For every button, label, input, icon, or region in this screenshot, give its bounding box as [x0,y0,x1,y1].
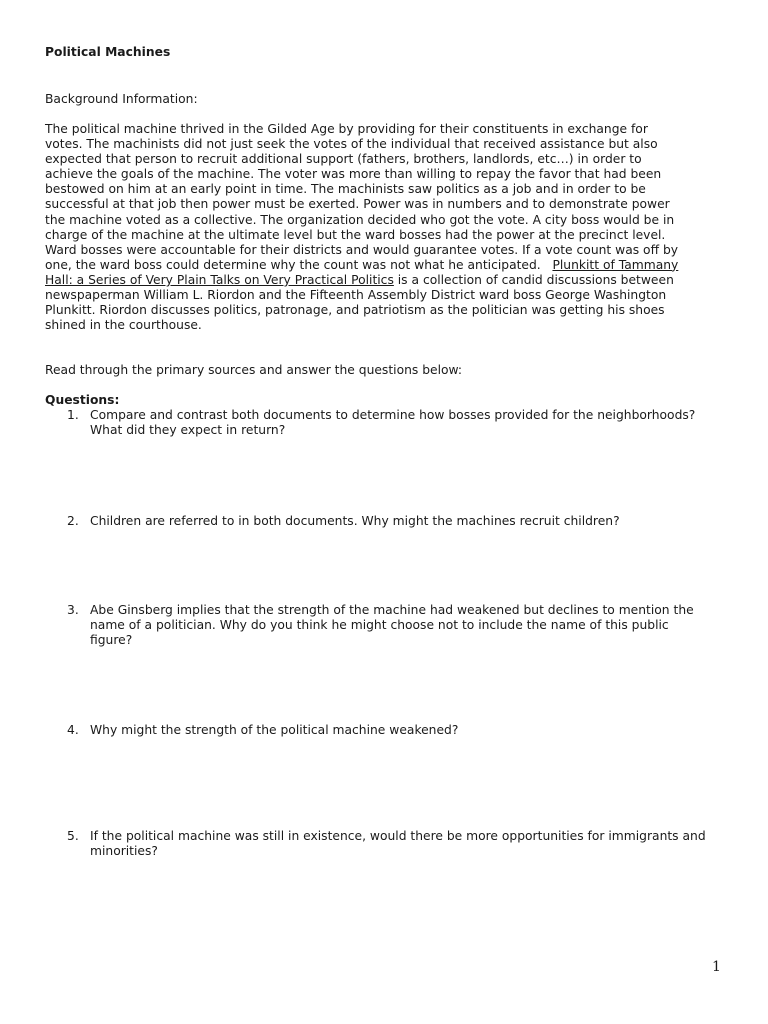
question-line: Children are referred to in both documents. Why might the machines recruit children? [90,514,620,528]
paragraph-line: successful at that job then power must be exerted. Power was in numbers and to demonstrate power [45,197,670,212]
paragraph-line: the machine voted as a collective. The organization decided who got the vote. A city boss would be in [45,212,675,227]
question-line: Abe Ginsberg implies that the strength of the machine had weakened but declines to mention the [90,603,694,617]
paragraph-line [45,273,730,288]
question-text [90,603,730,648]
question-number: 2. [67,514,79,528]
document-page [45,45,730,859]
book-title-link: Plunkitt of Tammany [552,257,679,272]
paragraph-line: Plunkitt. Riordon discusses politics, patronage, and patriotism as the politician was getting his shoes [45,303,665,318]
paragraph-line-text: one, the ward boss could determine why the count was not what he anticipated. [45,257,553,272]
paragraph-line [45,258,730,273]
paragraph-line: Ward bosses were accountable for their districts and would guarantee votes. If a vote count was off by [45,242,679,257]
background-label: Background Information: [45,92,198,106]
question-text [90,723,730,738]
question-number: 3. [67,603,79,617]
questions-heading: Questions: [45,393,120,407]
question-line: figure? [90,633,133,648]
paragraph-line: charge of the machine at the ultimate level but the ward bosses had the power at the precinct level. [45,227,666,242]
question-number: 5. [67,829,79,843]
question-text [90,829,730,859]
question-line: name of a politician. Why do you think he might choose not to include the name of this public [90,618,669,633]
paragraph-line: The political machine thrived in the Gilded Age by providing for their constituents in exchange for [45,122,648,136]
question-number: 4. [67,723,79,737]
question-text [90,408,730,438]
paragraph-line: newspaperman William L. Riordon and the Fifteenth Assembly District ward boss George Washington [45,288,667,303]
paragraph-line-text: is a collection of candid discussions between [393,272,674,287]
paragraph-line: votes. The machinists did not just seek the votes of the individual that received assistance but also [45,137,658,152]
question-line: minorities? [90,844,158,859]
page-number: 1 [712,959,721,975]
question-line: If the political machine was still in existence, would there be more opportunities for immigrants and [90,829,706,843]
book-title-link-continued: Hall: a Series of Very Plain Talks on Very Practical Politics [45,272,394,287]
question-number: 1. [67,408,79,422]
question-line: Compare and contrast both documents to determine how bosses provided for the neighborhoods? [90,408,696,422]
paragraph-line: expected that person to recruit additional support (fathers, brothers, landlords, etc…) in order to [45,152,642,167]
question-text [90,514,730,529]
question-line: What did they expect in return? [90,423,286,438]
background-paragraph [45,122,730,333]
paragraph-line: shined in the courthouse. [45,318,202,333]
paragraph-line: bestowed on him at an early point in time. The machinists saw politics as a job and in order to be [45,182,646,197]
instruction-text: Read through the primary sources and answer the questions below: [45,363,463,377]
question-line: Why might the strength of the political machine weakened? [90,723,459,737]
paragraph-line: achieve the goals of the machine. The voter was more than willing to repay the favor that had been [45,167,662,182]
document-title: Political Machines [45,45,171,59]
